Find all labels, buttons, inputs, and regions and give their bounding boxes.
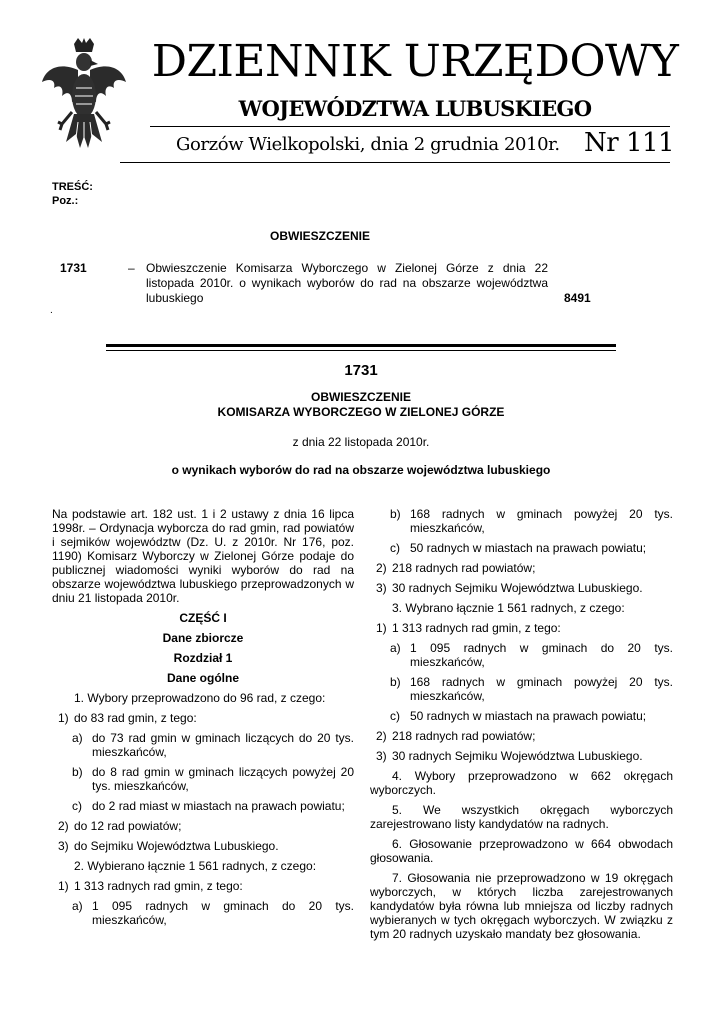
list-text: 50 radnych w miastach na prawach powiatu; [410, 709, 647, 723]
masthead-subtitle: WOJEWÓDZTWA LUBUSKIEGO [238, 96, 592, 121]
list-label: 3) [376, 581, 387, 595]
list-item [370, 581, 673, 595]
list-text: do 73 rad gmin w gminach liczących do 20 tys. mieszkańców, [92, 731, 354, 759]
list-label: 1) [58, 879, 69, 893]
list-text: do Sejmiku Województwa Lubuskiego. [74, 839, 279, 853]
paragraph-7: 7. Głosowania nie przeprowadzono w 19 okręgach wyborczych, w których liczba zarejestrowanych kandydatów była równa lub mniejsza od liczby radnych wybieranych w tych okręgach wyborczych. W związku z tym 20 radnych uzyskało mandaty bez głosowania. [370, 871, 673, 941]
list-item [52, 899, 354, 927]
toc-section-heading: OBWIESZCZENIE [270, 229, 371, 243]
list-item [370, 507, 673, 535]
list-item [370, 621, 673, 635]
list-item [370, 729, 673, 743]
list-item [52, 765, 354, 793]
paragraph-1: 1. Wybory przeprowadzono do 96 rad, z czego: [74, 691, 326, 705]
right-text-column [370, 507, 673, 947]
announcement-subject: o wynikach wyborów do rad na obszarze województwa lubuskiego [171, 463, 551, 477]
list-text: 168 radnych w gminach powyżej 20 tys. mieszkańców, [410, 507, 673, 535]
polish-eagle-emblem-icon [40, 38, 128, 154]
toc-label: TREŚĆ: [52, 181, 93, 193]
list-item [52, 839, 354, 853]
list-label: a) [72, 731, 83, 745]
list-label: c) [72, 799, 82, 813]
list-text: 50 radnych w miastach na prawach powiatu; [410, 541, 647, 555]
list-label: 2) [58, 819, 69, 833]
stray-mark: . [50, 305, 53, 316]
chapter-heading: Rozdział 1 [173, 651, 233, 665]
list-label: a) [390, 641, 401, 655]
paragraph-2: 2. Wybierano łącznie 1 561 radnych, z czego: [74, 859, 317, 873]
list-item [370, 749, 673, 763]
paragraph-3: 3. Wybrano łącznie 1 561 radnych, z czego: [392, 601, 625, 615]
list-label: 2) [376, 561, 387, 575]
list-label: 1) [376, 621, 387, 635]
list-text: 30 radnych Sejmiku Województwa Lubuskiego. [392, 749, 643, 763]
list-label: 2) [376, 729, 387, 743]
list-label: a) [72, 899, 83, 913]
toc-entry-number: 1731 [60, 261, 87, 275]
list-text: do 2 rad miast w miastach na prawach powiatu; [92, 799, 345, 813]
list-text: do 12 rad powiatów; [74, 819, 182, 833]
chapter-title: Dane ogólne [166, 671, 239, 685]
paragraph-4: 4. Wybory przeprowadzono w 662 okręgach wyborczych. [370, 769, 673, 797]
list-label: b) [390, 675, 401, 689]
list-item [370, 641, 673, 669]
section-divider-thick [106, 344, 616, 347]
list-text: 1 095 radnych w gminach do 20 tys. mieszkańców, [92, 899, 354, 927]
toc-entry-dash: – [128, 261, 135, 275]
masthead-title: DZIENNIK URZĘDOWY [151, 36, 679, 87]
announcement-title-line2: KOMISARZA WYBORCZEGO W ZIELONEJ GÓRZE [217, 405, 505, 419]
issue-number: Nr 111 [584, 128, 675, 158]
list-text: 1 313 radnych rad gmin, z tego: [392, 621, 561, 635]
announcement-date: z dnia 22 listopada 2010r. [292, 435, 430, 449]
list-label: 1) [58, 711, 69, 725]
list-label: b) [390, 507, 401, 521]
list-item [370, 561, 673, 575]
toc-entry-page: 8491 [564, 291, 591, 305]
toc-position-label: Poz.: [52, 195, 79, 207]
part-heading: CZĘŚĆ I [179, 611, 227, 625]
announcement-number: 1731 [344, 362, 378, 379]
list-text: do 8 rad gmin w gminach liczących powyżej 20 tys. mieszkańców, [92, 765, 354, 793]
list-label: 3) [376, 749, 387, 763]
paragraph-6: 6. Głosowanie przeprowadzono w 664 obwodach głosowania. [370, 837, 673, 865]
list-text: 218 radnych rad powiatów; [392, 729, 536, 743]
list-text: 1 313 radnych rad gmin, z tego: [74, 879, 243, 893]
list-label: c) [390, 709, 400, 723]
list-item [52, 819, 354, 833]
list-item [52, 731, 354, 759]
masthead-divider-lower [120, 162, 670, 163]
left-text-column [52, 507, 354, 933]
list-item [52, 711, 354, 725]
list-label: b) [72, 765, 83, 779]
list-item [52, 799, 354, 813]
list-label: c) [390, 541, 400, 555]
list-label: 3) [58, 839, 69, 853]
list-item [370, 709, 673, 723]
paragraph-5: 5. We wszystkich okręgach wyborczych zarejestrowano listy kandydatów na radnych. [370, 803, 673, 831]
toc-entry-description: Obwieszczenie Komisarza Wyborczego w Zielonej Górze z dnia 22 listopada 2010r. o wynikach wyborów do rad na obszarze województwa lubuskiego [146, 261, 548, 305]
list-text: 1 095 radnych w gminach do 20 tys. mieszkańców, [410, 641, 673, 669]
list-item [52, 879, 354, 893]
list-item [370, 541, 673, 555]
list-text: 30 radnych Sejmiku Województwa Lubuskiego. [392, 581, 643, 595]
section-divider-thin [106, 350, 616, 351]
intro-paragraph: Na podstawie art. 182 ust. 1 i 2 ustawy z dnia 16 lipca 1998r. – Ordynacja wyborcza do rad gmin, rad powiatów i sejmików województw (Dz. U. z 2010r. Nr 176, poz. 1190) Komisarz Wyborczy w Zielonej Górze podaje do publicznej wiadomości wyniki wyborów do rad na obszarze województwa lubuskiego przeprowadzonych w dniu 21 listopada 2010r. [52, 507, 354, 605]
announcement-title-line1: OBWIESZCZENIE [310, 390, 411, 404]
list-item [370, 675, 673, 703]
masthead-divider-upper [150, 126, 670, 127]
list-text: 168 radnych w gminach powyżej 20 tys. mieszkańców, [410, 675, 673, 703]
list-text: 218 radnych rad powiatów; [392, 561, 536, 575]
publication-place-date: Gorzów Wielkopolski, dnia 2 grudnia 2010r. [176, 134, 560, 155]
part-title: Dane zbiorcze [162, 631, 244, 645]
list-text: do 83 rad gmin, z tego: [74, 711, 197, 725]
